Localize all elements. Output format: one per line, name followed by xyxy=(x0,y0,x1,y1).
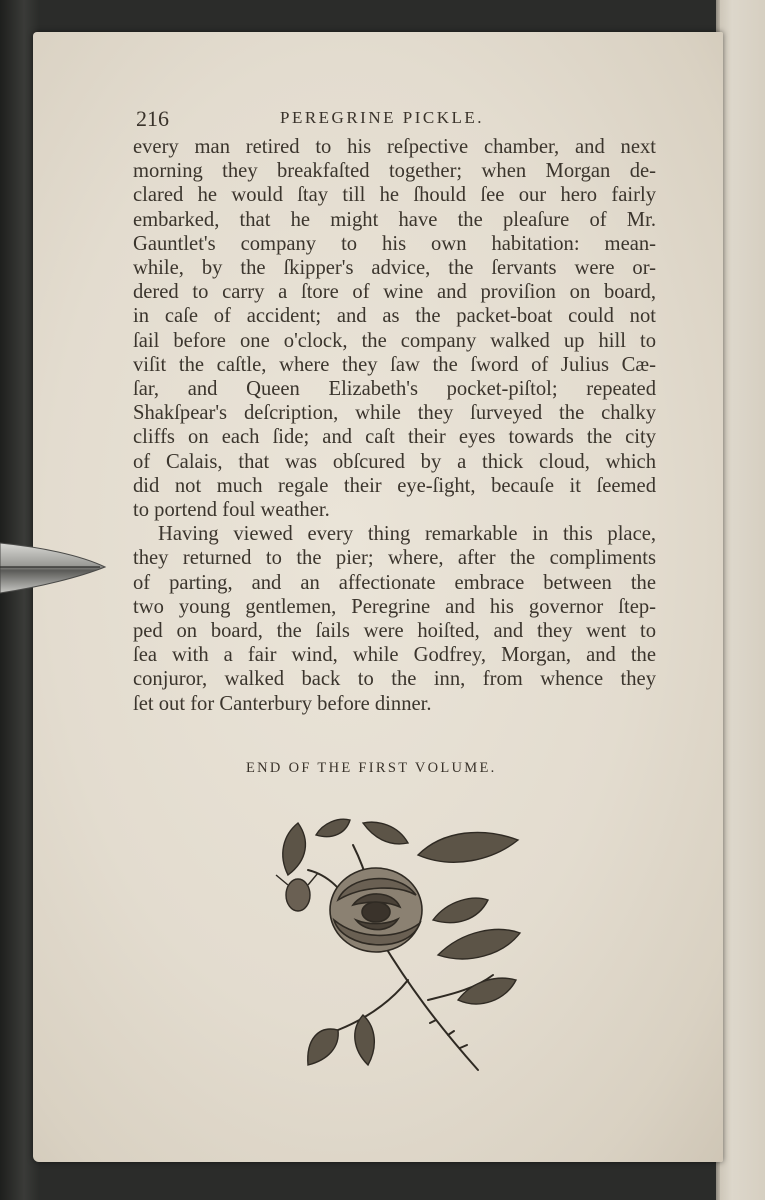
text-line: embarked, that he might have the pleaſure of Mr. xyxy=(133,208,656,231)
text-line: ſet out for Canterbury before dinner. xyxy=(133,692,432,715)
text-line: Gauntlet's company to his own habitation: mean- xyxy=(133,232,656,255)
facing-page-edge xyxy=(718,0,765,1200)
text-line: morning they breakfaſted together; when Morgan de- xyxy=(133,160,656,183)
text-line: Having viewed every thing remarkable in this place, xyxy=(158,523,656,546)
text-line: ſail before one o'clock, the company walked up hill to xyxy=(133,329,656,352)
rose-woodcut-icon xyxy=(268,815,524,1077)
letter-opener-blade xyxy=(0,525,110,605)
text-line: ſar, and Queen Elizabeth's pocket-piſtol; repeated xyxy=(133,378,656,401)
text-line: conjuror, walked back to the inn, from whence they xyxy=(133,668,656,691)
text-line: of parting, and an affectionate embrace between the xyxy=(133,571,656,594)
text-line: while, by the ſkipper's advice, the ſervants were or- xyxy=(133,257,656,280)
running-title: PEREGRINE PICKLE. xyxy=(280,108,484,127)
text-line: ped on board, the ſails were hoiſted, and they went to xyxy=(133,620,656,643)
end-of-volume-note: END OF THE FIRST VOLUME. xyxy=(246,760,497,776)
page-number: 216 xyxy=(136,106,169,131)
page-text xyxy=(133,135,656,716)
text-line: Shakſpear's deſcription, while they ſurveyed the chalky xyxy=(133,402,656,425)
text-line: did not much regale their eye-ſight, becauſe it ſeemed xyxy=(133,474,656,497)
text-line: every man retired to his reſpective chamber, and next xyxy=(133,136,656,158)
text-line: cliffs on each ſide; and caſt their eyes towards the city xyxy=(133,426,656,449)
text-line: they returned to the pier; where, after the compliments xyxy=(133,547,656,570)
text-line: two young gentlemen, Peregrine and his governor ſtep- xyxy=(133,595,656,618)
text-line: to portend foul weather. xyxy=(133,499,330,522)
text-line: clared he would ſtay till he ſhould ſee our hero fairly xyxy=(133,184,656,207)
page-header xyxy=(100,104,660,136)
text-line: dered to carry a ſtore of wine and proviſion on board, xyxy=(133,281,656,304)
text-line: viſit the caſtle, where they ſaw the ſword of Julius Cæ- xyxy=(133,353,656,376)
text-line: in caſe of accident; and as the packet-boat could not xyxy=(133,305,656,328)
text-line: of Calais, that was obſcured by a thick cloud, which xyxy=(133,450,656,473)
text-line: ſea with a fair wind, while Godfrey, Morgan, and the xyxy=(133,644,656,667)
